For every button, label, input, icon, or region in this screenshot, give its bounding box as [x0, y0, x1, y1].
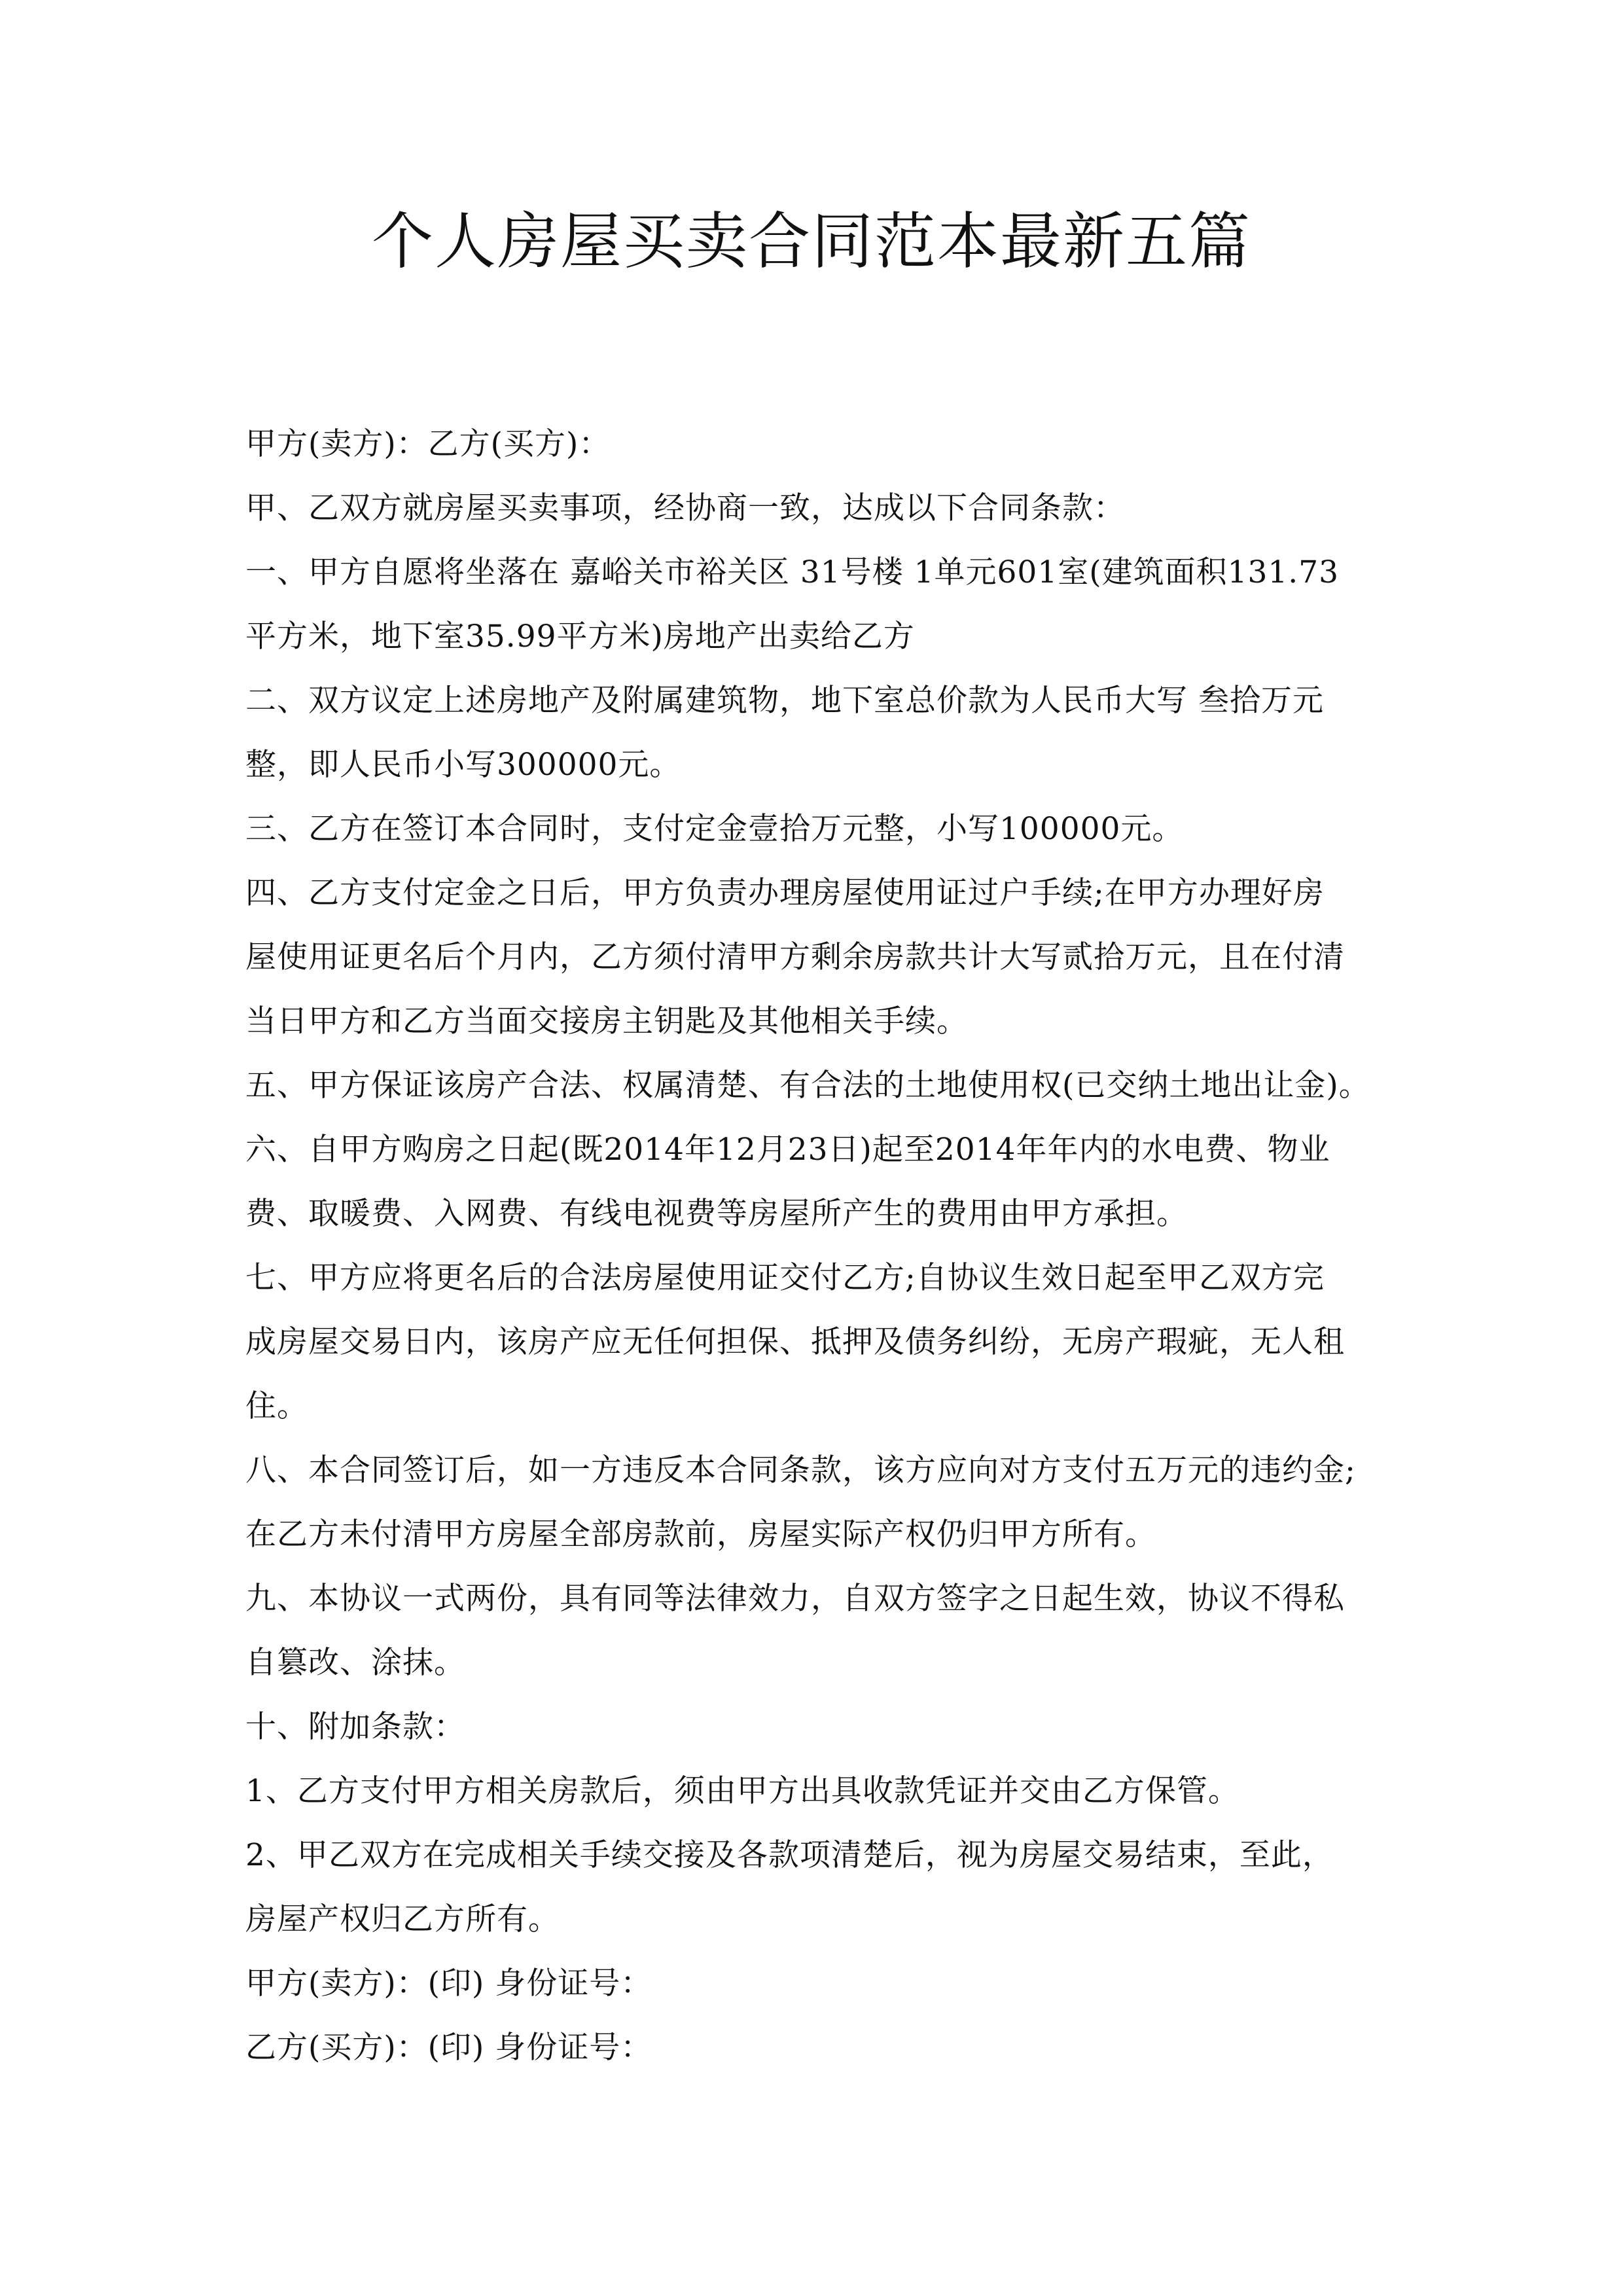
text-line: 屋使用证更名后个月内，乙方须付清甲方剩余房款共计大写贰拾万元，且在付清: [245, 939, 1345, 975]
text-line: 2、甲乙双方在完成相关手续交接及各款项清楚后，视为房屋交易结束，至此，: [245, 1837, 1334, 1873]
text-line: 整，即人民币小写300000元。: [245, 747, 681, 783]
text-line: 八、本合同签订后，如一方违反本合同条款，该方应向对方支付五万元的违约金;: [245, 1452, 1356, 1488]
text-line: 费、取暖费、入网费、有线电视费等房屋所产生的费用由甲方承担。: [245, 1196, 1188, 1232]
text-line: 甲、乙双方就房屋买卖事项，经协商一致，达成以下合同条款：: [245, 490, 1125, 526]
text-line: 房屋产权归乙方所有。: [245, 1901, 560, 1937]
text-line: 自篡改、涂抹。: [245, 1645, 465, 1681]
text-line: 二、双方议定上述房地产及附属建筑物，地下室总价款为人民币大写 叁拾万元: [245, 683, 1324, 719]
text-line: 住。: [245, 1388, 308, 1424]
text-line: 九、本协议一式两份，具有同等法律效力，自双方签字之日起生效，协议不得私: [245, 1581, 1345, 1617]
document-title: 个人房屋买卖合同范本最新五篇: [371, 206, 1251, 278]
text-line: 五、甲方保证该房产合法、权属清楚、有合法的土地使用权(已交纳土地出让金)。: [245, 1067, 1370, 1103]
text-line: 甲方(卖方)：乙方(买方)：: [245, 426, 611, 462]
text-line: 三、乙方在签订本合同时，支付定金壹拾万元整，小写100000元。: [245, 811, 1184, 847]
text-line: 十、附加条款：: [245, 1709, 465, 1745]
text-line: 七、甲方应将更名后的合法房屋使用证交付乙方;自协议生效日起至甲乙双方完: [245, 1260, 1325, 1296]
signature-line-seller: 甲方(卖方)：(印) 身份证号：: [245, 1965, 652, 2001]
text-line: 当日甲方和乙方当面交接房主钥匙及其他相关手续。: [245, 1003, 968, 1039]
contract-body: [245, 412, 1417, 2080]
text-line: 六、自甲方购房之日起(既2014年12月23日)起至2014年年内的水电费、物业: [245, 1132, 1330, 1168]
text-line: 一、甲方自愿将坐落在 嘉峪关市裕关区 31号楼 1单元601室(建筑面积131.73: [245, 554, 1340, 590]
text-line: 成房屋交易日内，该房产应无任何担保、抵押及债务纠纷，无房产瑕疵，无人租: [245, 1324, 1345, 1360]
text-line: 平方米，地下室35.99平方米)房地产出卖给乙方: [245, 619, 915, 655]
text-line: 1、乙方支付甲方相关房款后，须由甲方出具收款凭证并交由乙方保管。: [245, 1773, 1240, 1809]
text-line: 四、乙方支付定金之日后，甲方负责办理房屋使用证过户手续;在甲方办理好房: [245, 875, 1325, 911]
signature-line-buyer: 乙方(买方)：(印) 身份证号：: [245, 2030, 652, 2066]
text-line: 在乙方未付清甲方房屋全部房款前，房屋实际产权仍归甲方所有。: [245, 1516, 1156, 1552]
